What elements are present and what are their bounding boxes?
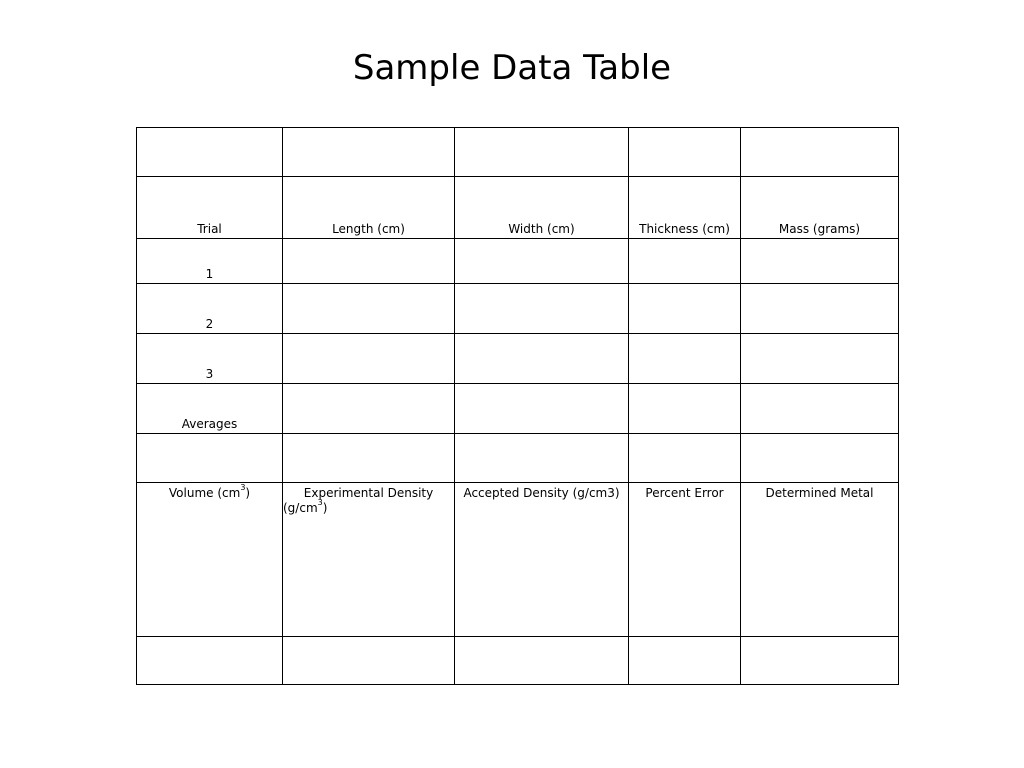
mass-cell[interactable]: [741, 284, 899, 334]
volume-cell[interactable]: [137, 637, 283, 685]
exp-density-close: ): [322, 501, 328, 515]
length-cell[interactable]: [283, 334, 455, 384]
table-results-row: [137, 483, 899, 637]
table-row-blank-top: [137, 128, 899, 177]
length-cell[interactable]: [283, 284, 455, 334]
exp-density-exponent: 3: [317, 498, 323, 507]
exp-density-unit: (g/cm: [283, 501, 318, 515]
mass-average-cell[interactable]: [741, 384, 899, 434]
table-cell[interactable]: [741, 434, 899, 483]
averages-label: Averages: [137, 384, 283, 434]
header-width: Width (cm): [455, 177, 629, 239]
width-cell[interactable]: [455, 284, 629, 334]
trial-label-1: 1: [137, 239, 283, 284]
volume-exponent: 3: [240, 483, 246, 492]
mass-cell[interactable]: [741, 239, 899, 284]
length-average-cell[interactable]: [283, 384, 455, 434]
sample-data-table: [136, 127, 899, 685]
table-cell[interactable]: [283, 128, 455, 177]
thickness-cell[interactable]: [629, 284, 741, 334]
header-percent-error: Percent Error: [629, 483, 741, 637]
thickness-cell[interactable]: [629, 334, 741, 384]
trial-label-2: 2: [137, 284, 283, 334]
volume-label: Volume (cm: [168, 486, 241, 500]
table-cell[interactable]: [137, 434, 283, 483]
header-thickness: Thickness (cm): [629, 177, 741, 239]
width-average-cell[interactable]: [455, 384, 629, 434]
header-experimental-density: [283, 483, 455, 637]
table-row-blank-mid: [137, 434, 899, 483]
thickness-cell[interactable]: [629, 239, 741, 284]
volume-close: ): [245, 486, 251, 500]
header-volume: [137, 483, 283, 637]
mass-cell[interactable]: [741, 334, 899, 384]
header-accepted-density: Accepted Density (g/cm3): [455, 483, 629, 637]
table-cell[interactable]: [629, 128, 741, 177]
table-row-trial-1: [137, 239, 899, 284]
table-cell[interactable]: [629, 434, 741, 483]
accepted-density-cell[interactable]: [455, 637, 629, 685]
header-determined-metal: Determined Metal: [741, 483, 899, 637]
table-header-row: [137, 177, 899, 239]
table-row-trial-3: [137, 334, 899, 384]
width-cell[interactable]: [455, 334, 629, 384]
width-cell[interactable]: [455, 239, 629, 284]
table-row-blank-bottom: [137, 637, 899, 685]
table-cell[interactable]: [455, 434, 629, 483]
trial-label-3: 3: [137, 334, 283, 384]
table-row-averages: [137, 384, 899, 434]
table-cell[interactable]: [455, 128, 629, 177]
length-cell[interactable]: [283, 239, 455, 284]
page-title: Sample Data Table: [352, 48, 672, 88]
thickness-average-cell[interactable]: [629, 384, 741, 434]
header-length: Length (cm): [283, 177, 455, 239]
header-mass: Mass (grams): [741, 177, 899, 239]
exp-density-line1: Experimental Density: [303, 486, 434, 500]
experimental-density-cell[interactable]: [283, 637, 455, 685]
header-trial: Trial: [137, 177, 283, 239]
table-cell[interactable]: [137, 128, 283, 177]
table-cell[interactable]: [741, 128, 899, 177]
percent-error-cell[interactable]: [629, 637, 741, 685]
table-cell[interactable]: [283, 434, 455, 483]
determined-metal-cell[interactable]: [741, 637, 899, 685]
exp-density-line2: [283, 498, 454, 516]
table-row-trial-2: [137, 284, 899, 334]
